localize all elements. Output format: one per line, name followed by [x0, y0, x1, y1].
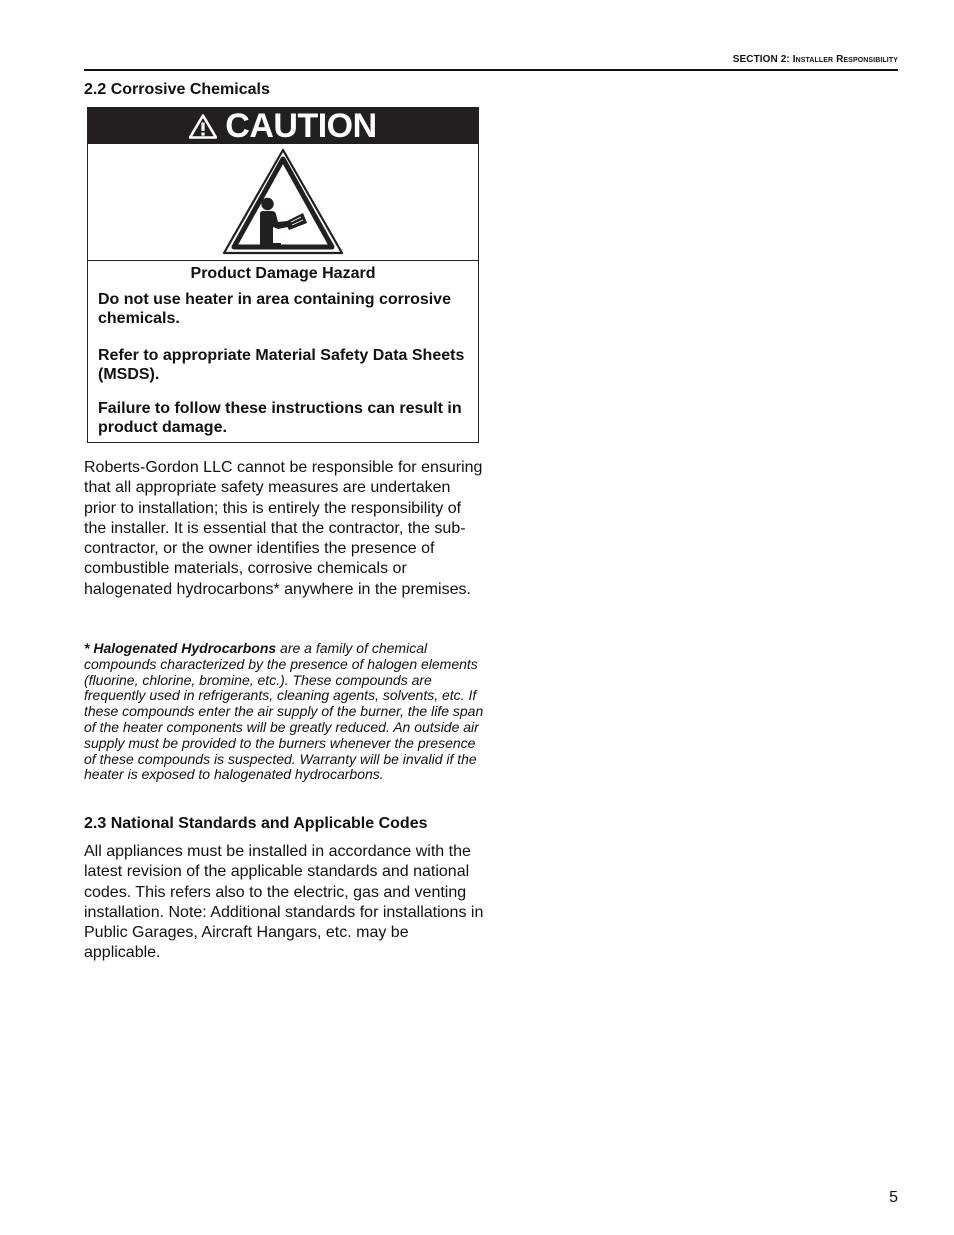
pictogram-area [88, 144, 478, 261]
caution-paragraph-3: Failure to follow these instructions can result in product damage. [98, 400, 462, 436]
caution-paragraph-1: Do not use heater in area containing corrosive chemicals. [98, 291, 451, 327]
header-section-name: Installer Responsibility [792, 54, 898, 65]
running-header [84, 54, 898, 65]
footnote [84, 641, 488, 783]
section-2-3-title: 2.3 National Standards and Applicable Codes [84, 815, 428, 832]
hazard-title: Product Damage Hazard [190, 265, 376, 282]
section-2-2-body: Roberts-Gordon LLC cannot be responsible for ensuring that all appropriate safety measures are undertaken prior to installation; this is entirely the responsibility of the installer. It is essential that the contractor, the sub-contractor, or the owner identifies the presence of combustible materials, corrosive chemicals or halogenated hydrocarbons* anywhere in the premises. [84, 459, 483, 598]
person-reading-manual-icon [221, 147, 345, 257]
footnote-lead: * Halogenated Hydrocarbons [84, 640, 277, 656]
caution-banner-text: CAUTION [225, 106, 377, 145]
caution-paragraph-2: Refer to appropriate Material Safety Data Sheets (MSDS). [98, 347, 465, 383]
caution-box [87, 107, 479, 443]
warning-triangle-icon [189, 114, 217, 139]
header-section-label: SECTION 2: [732, 54, 790, 65]
section-2-2-title: 2.2 Corrosive Chemicals [84, 81, 270, 98]
footnote-text: are a family of chemical compounds characterized by the presence of halogen elements (fluorine, chlorine, bromine, etc.). These compounds are frequently used in refrigerants, cleaning agents, solvents, etc. If these compounds enter the air supply of the burner, the life span of the heater components will be greatly reduced. An outside air supply must be provided to the burners whenever the presence of these compounds is suspected. Warranty will be invalid if the heater is exposed to halogenated hydrocarbons. [84, 640, 484, 783]
section-2-3-body: All appliances must be installed in accordance with the latest revision of the applicable standards and national codes. This refers also to the electric, gas and venting installation. Note: Additional standards for installations in Public Garages, Aircraft Hangars, etc. may be applicable. [84, 843, 484, 962]
caution-banner [88, 108, 478, 144]
page-number: 5 [889, 1189, 898, 1206]
caution-text [88, 261, 478, 437]
header-rule [84, 69, 898, 71]
